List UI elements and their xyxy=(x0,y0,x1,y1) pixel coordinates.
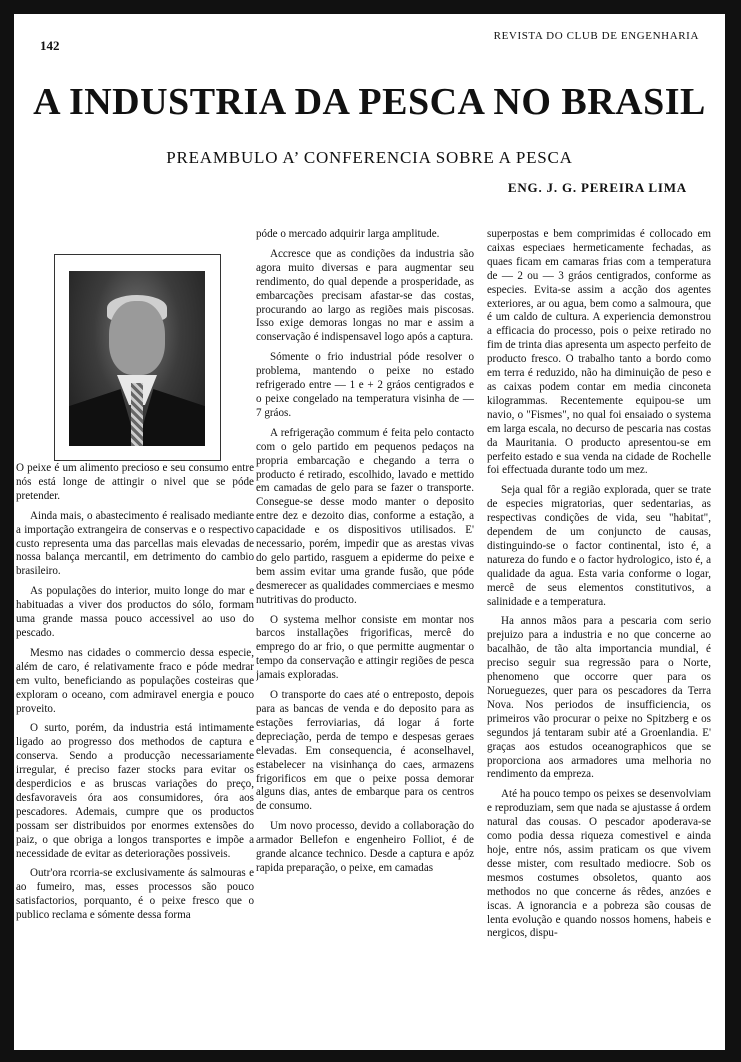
paragraph: Um novo processo, devido a collaboração do armador Bellefon e engenheiro Folliot, é de grande alcance technico. Desde a captura e apóz rapida preparação, o peixe, em camadas xyxy=(256,820,474,874)
paragraph: Accresce que as condições da industria são agora muito diversas e para augmentar seu rendimento, do qual depende a prosperidade, as embarcações precisam afastar-se das costas, procurando ao largo as regiões mais piscosas. Isso exige demoras longas no mar e assim a conservação é indispensavel logo após a captura. xyxy=(256,247,474,344)
paragraph: Ainda mais, o abastecimento é realisado mediante a importação extrangeira de conservas e o respectivo custo representa uma das parcellas mais elevadas de nossa balança mercantil, em detrimento do cambio brasileiro. xyxy=(16,509,254,578)
paragraph: O systema melhor consiste em montar nos barcos installações frigorificas, mercê do emprego do ar frio, o que permitte augmentar o tempo da conservação e attingir regiões de pesca jamais exploradas. xyxy=(256,613,474,682)
paragraph: Outr'ora rcorria-se exclusivamente ás salmouras e ao fumeiro, mas, esses processos são pouco satisfactorios, porquanto, é o peixe fresco que o publico reclama e sómente dessa forma xyxy=(16,867,254,922)
paragraph: Ha annos mãos para a pescaria com serio prejuizo para a industria e no que concerne ao bacalhão, de tão alta importancia mundial, é preciso seguir sua regressão para o Norte, phenomeno que occorre quer para os Norueguezes, quer para os pescadores da Terra Nova. Nos periodos de insufficiencia, os primeiros vão procurar o peixe no Spitzberg e os segundos já tentaram subir até a Groenlandia. E' graças aos estudos oceanographicos que se proporciona aos armadores uma melhoria no rendimento da empreza. xyxy=(487,615,711,781)
paragraph: superpostas e bem comprimidas é collocado em caixas especiaes hermeticamente fechadas, as quaes ficam em camaras frias com a temperatura de — 2 ou — 3 gráos centigrados, conforme as especies. Evita-se assim a acção dos agentes exteriores, ar ou agua, bem como a salmoura, que é um caldo de cultura. A experiencia demonstrou a efficacia do processo, pois o peixe retirado no fim de trinta dias apresenta um aspecto perfeito de producto fresco. O trabalho tanto a bordo como em terra é reduzido, não ha diminuição de peso e as caixas podem contar em media cinconeta kilogrammas. Recentemente equipou-se um navio, o "Fismes", no qual foi ensaiado o systema em larga escala, no decurso de pescaria nas costas da Mauritania. O producto apresentou-se em perfeito estado e sua venda na cidade de Rochelle foi effectuada durante todo um mez. xyxy=(487,228,711,477)
paragraph: Mesmo nas cidades o commercio dessa especie, além de caro, é relativamente fraco e póde medrar em vulto, beneficiando as populações costeiras que exploram o oceano, com admiravel energia e pouco proveito. xyxy=(16,646,254,715)
paragraph: O surto, porém, da industria está intimamente ligado ao progresso dos methodos de captura e conserva. Sendo a producção necessariamente irregular, é preciso fazer stocks para evitar os desperdicios e as bruscas variações do preço, desfavoraveis óra aos consumidores, óra aos pescadores. Ademais, cumpre que os productos possam ser distribuidos por enormes extensões do paiz, o que obriga a longos transportes e impõe a necessidade de evitar as deteriorações possiveis. xyxy=(16,722,254,860)
paragraph: O peixe é um alimento precioso e seu consumo entre nós está longe de attingir o nivel que se póde pretender. xyxy=(16,462,254,502)
paragraph: As populações do interior, muito longe do mar e habituadas a viver dos productos do sólo, formam uma grande massa pouco accessivel ao uso do pescado. xyxy=(16,585,254,639)
portrait-tie xyxy=(131,383,143,446)
portrait-face xyxy=(109,301,165,375)
article-author: ENG. J. G. PEREIRA LIMA xyxy=(507,180,687,195)
article-title: A INDUSTRIA DA PESCA NO BRASIL xyxy=(33,81,706,123)
magazine-page xyxy=(14,14,725,1050)
paragraph: O transporte do caes até o entreposto, depois para as bancas de venda e do deposito para as estações ferroviarias, dá logar á forte depreciação, perda de tempo e despesas geraes elevadas. Em consequencia, é aconselhavel, estabelecer na visinhança do caes, armazens frigorificos em que o peixe possa demorar alguns dias, antes de embarque para os centros de consumo. xyxy=(256,689,474,813)
paragraph: Sómente o frio industrial póde resolver o problema, mantendo o peixe no estado refrigerado entre — 1 e + 2 gráos centigrados e o peixe congelado na temperatura visinha de — 7 gráos. xyxy=(256,351,474,419)
portrait-photo xyxy=(69,271,205,446)
article-subtitle: PREAMBULO A’ CONFERENCIA SOBRE A PESCA xyxy=(166,148,573,167)
paragraph: Até ha pouco tempo os peixes se desenvolviam e reproduziam, sem que nada se ajustasse á ordem natural das cousas. O pescador apoderava-se como podia dessa riqueza comestivel e ainda hoje, entre nós, assim praticam os que vivem desse mister, com resultado mediocre. Sob os mesmos costumes obsoletos, quanto aos methodos no que concerne ás rêdes, anzóes e iscas. A ignorancia e a pobreza são cousas de lenta evolução e quando nossos homens, habeis e nergicos, dispu- xyxy=(487,788,711,940)
page-number: 142 xyxy=(40,38,60,53)
text-column-1 xyxy=(16,462,254,1047)
author-portrait-frame xyxy=(54,254,221,461)
paragraph: póde o mercado adquirir larga amplitude. xyxy=(256,228,440,240)
paragraph: A refrigeração commum é feita pelo contacto com o gelo partido em pequenos pedaços na propria embarcação e chegando a terra o producto é retirado, escolhido, lavado e mettido em camadas de gelo para se fazer o transporte. Consegue-se desse modo manter o deposito entre dez e dezoito dias, conforme a estação, a capacidade e os dispositivos utilisados. E' necessario, porém, impedir que as arestas vivas do gelo partido, rasguem a epiderme do peixe e bem assim evitar uma grande fusão, que póde desmerecer as qualidades commerciaes e mesmo nutritivas do producto. xyxy=(256,426,474,606)
text-column-2 xyxy=(256,228,474,1048)
text-column-3 xyxy=(487,228,711,1048)
paragraph: Seja qual fôr a região explorada, quer se trate de especies migratorias, quer sedentarias, as respectivas condições de vida, seu "habitat", dependem de um conjuncto de causas, distinguindo-se o factor continental, isto é, a natureza do fundo e o factor hydrologico, isto é, a qualidade da agua. Esta varia conforme o logar, mercê de seus elementos constitutivos, a salinidade e a temperatura. xyxy=(487,484,711,608)
journal-running-header: REVISTA DO CLUB DE ENGENHARIA xyxy=(493,30,699,42)
